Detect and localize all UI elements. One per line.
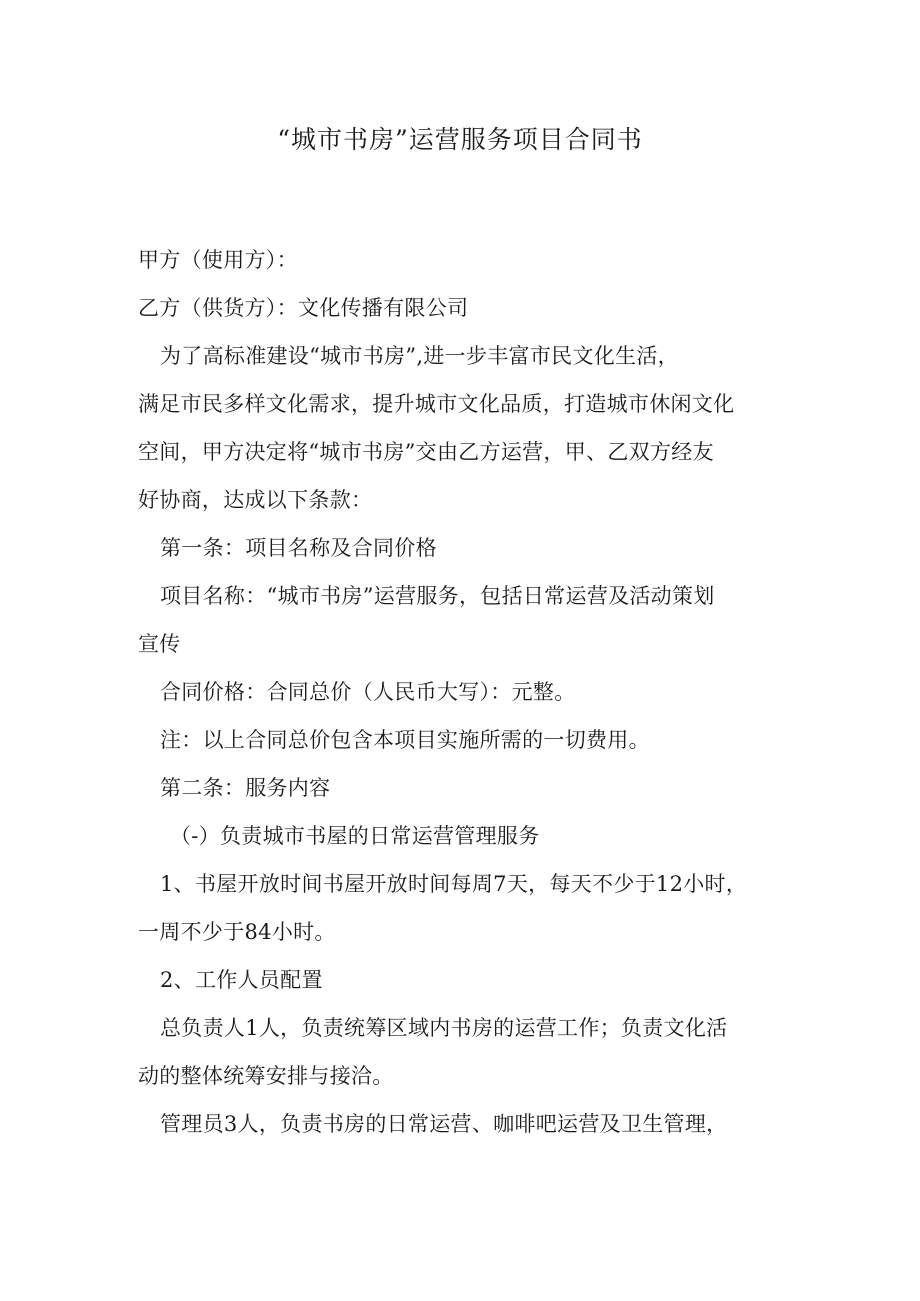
preamble-line: 空间，甲方决定将“城市书房”交由乙方运营，甲、乙双方经友 xyxy=(138,440,714,464)
contract-price-line: 合同价格：合同总价（人民币大写）：元整。 xyxy=(160,680,576,704)
preamble-line: 好协商，达成以下条款： xyxy=(138,488,373,512)
preamble-line: 满足市民多样文化需求，提升城市文化品质，打造城市休闲文化 xyxy=(138,392,735,416)
document-title: “城市书房”运营服务项目合同书 xyxy=(277,125,643,154)
article-1-heading: 第一条：项目名称及合同价格 xyxy=(160,536,437,560)
document-body xyxy=(138,236,748,1148)
staff-admin-line: 管理员3人，负责书房的日常运营、咖啡吧运营及卫生管理， xyxy=(160,1112,728,1136)
staff-manager-line: 动的整体统筹安排与接洽。 xyxy=(138,1064,394,1088)
project-name-line: 项目名称：“城市书房”运营服务，包括日常运营及活动策划 xyxy=(160,584,715,608)
staff-manager-line: 总负责人1人，负责统筹区域内书房的运营工作；负责文化活 xyxy=(160,1016,728,1040)
project-name-line: 宣传 xyxy=(138,632,181,656)
opening-hours-line: 一周不少于84小时。 xyxy=(138,920,336,944)
preamble-line: 为了高标准建设“城市书房”,进一步丰富市民文化生活， xyxy=(160,344,679,368)
opening-hours-line: 1、书屋开放时间书屋开放时间每周7天，每天不少于12小时， xyxy=(160,872,748,896)
party-a-line: 甲方（使用方）： xyxy=(138,248,298,272)
party-b-line: 乙方（供货方）：文化传播有限公司 xyxy=(138,296,469,320)
section-1-heading: （-）负责城市书屋的日常运营管理服务 xyxy=(170,824,540,848)
price-note-line: 注：以上合同总价包含本项目实施所需的一切费用。 xyxy=(160,728,650,752)
article-2-heading: 第二条：服务内容 xyxy=(160,776,331,800)
staffing-heading: 2、工作人员配置 xyxy=(160,968,323,992)
